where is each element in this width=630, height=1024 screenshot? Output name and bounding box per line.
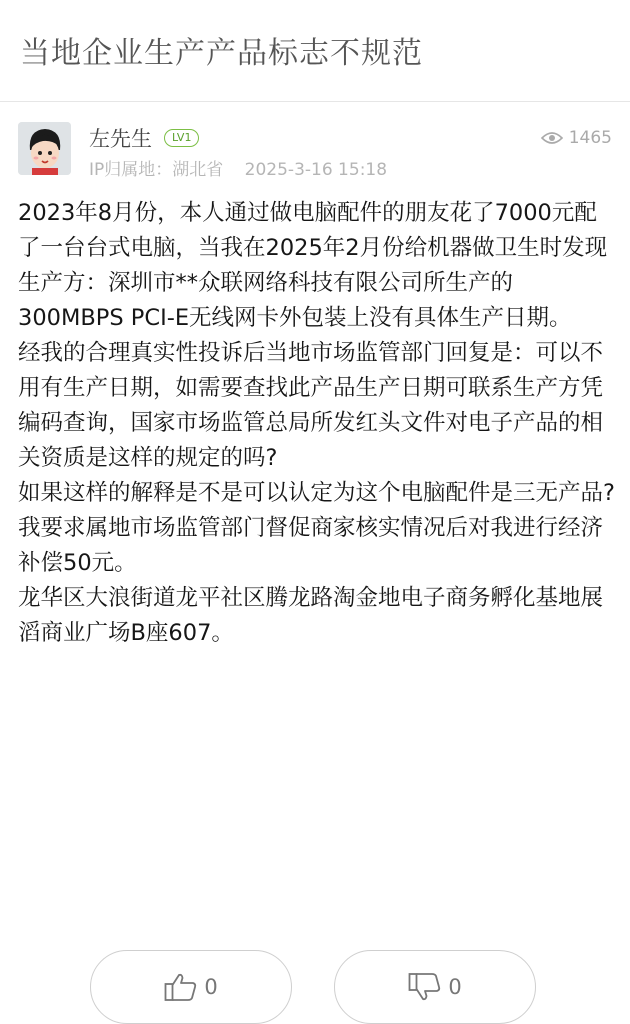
dislike-count: 0: [448, 975, 462, 999]
post-content: [18, 196, 616, 651]
content-paragraph: 我要求属地市场监管部门督促商家核实情况后对我进行经济补偿50元。: [18, 515, 604, 576]
title-bar: [0, 0, 630, 102]
author-row: [89, 123, 199, 153]
content-paragraph: 经我的合理真实性投诉后当地市场监管部门回复是：可以不用有生产日期，如需要查找此产品生产日期可联系生产方凭编码查询，国家市场监管总局所发红头文件对电子产品的相关资质是这样的规定的吗?: [18, 340, 604, 471]
avatar[interactable]: [18, 122, 71, 175]
like-button[interactable]: [90, 950, 292, 1024]
page-title: 当地企业生产产品标志不规范: [20, 36, 423, 71]
thumbs-down-icon: [408, 972, 442, 1002]
eye-icon: [541, 131, 563, 145]
views-number: 1465: [568, 128, 612, 148]
avatar-image: [18, 122, 71, 175]
content-paragraph: 龙华区大浪街道龙平社区腾龙路淘金地电子商务孵化基地展滔商业广场B座607。: [18, 585, 604, 646]
thumbs-up-icon: [164, 972, 198, 1002]
view-count: [541, 128, 612, 148]
post-date: 2025-3-16 15:18: [244, 160, 388, 180]
post-meta: [89, 155, 387, 180]
ip-location: IP归属地：湖北省: [89, 160, 224, 180]
content-paragraph: 如果这样的解释是不是可以认定为这个电脑配件是三无产品?: [18, 480, 615, 506]
like-count: 0: [204, 975, 218, 999]
author-name[interactable]: 左先生: [89, 127, 152, 151]
content-paragraph: 2023年8月份，本人通过做电脑配件的朋友花了7000元配了一台台式电脑，当我在2025年2月份给机器做卫生时发现生产方：深圳市**众联网络科技有限公司所生产的300MBPS PCI-E无线网卡外包装上没有具体生产日期。: [18, 200, 608, 331]
level-badge: LV1: [164, 129, 199, 147]
dislike-button[interactable]: [334, 950, 536, 1024]
